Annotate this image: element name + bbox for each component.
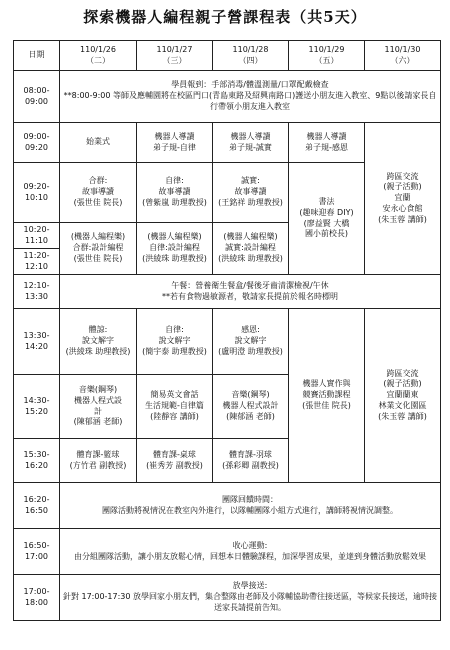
session-cell: (機器人編程樂) 合群:設計編程 (張世佳 院長)	[60, 223, 137, 275]
session-cell: 簡易英文會話 生活規範-自律篇 (陸靜容 講師)	[137, 375, 213, 439]
schedule-row	[14, 309, 441, 375]
feedback-cell: 團隊回饋時間： 團隊活動將視情況在教室內外進行，以隊輔團隊小組方式進行，講師將視情況調整。	[60, 483, 441, 529]
session-cell: 音樂(鋼琴) 機器人程式設 計 (陳郁涵 老師)	[60, 375, 137, 439]
time-cell: 15:30- 16:20	[14, 439, 60, 483]
session-cell: 體育課-桌球 (崔秀芳 副教授)	[137, 439, 213, 483]
lunch-cell: 午餐：營養衛生餐盒/餐後牙齒清潔檢視/午休 **若有食物過敏源者，敬請家長提前於報名時標明	[60, 275, 441, 309]
time-cell: 09:20- 10:10	[14, 163, 60, 223]
time-cell: 09:00- 09:20	[14, 123, 60, 163]
day5-afternoon-cell: 跨區交流 (親子活動) 宜蘭蘭東 林業文化園區 (朱玉蓉 講師)	[365, 309, 441, 483]
session-cell: 感恩: 說文解字 (盧明澄 助理教授)	[213, 309, 289, 375]
schedule-row	[14, 275, 441, 309]
session-cell: 體育課-羽球 (孫彩卿 副教授)	[213, 439, 289, 483]
schedule-table	[13, 40, 441, 621]
session-cell: 體諒: 說文解字 (洪綾珠 助理教授)	[60, 309, 137, 375]
dismissal-cell: 放學接送: 針對 17:00-17:30 放學回家小朋友們，集合整隊由老師及小隊輔協助帶往接送區，等候家長接送，逾時接送家長請提前告知。	[60, 575, 441, 621]
session-cell: 自律: 說文解字 (簡宇泰 助理教授)	[137, 309, 213, 375]
session-cell: (機器人編程樂) 自律:設計編程 (洪綾珠 助理教授)	[137, 223, 213, 275]
schedule-row	[14, 483, 441, 529]
day-header-4: 110/1/29 （五）	[289, 41, 365, 71]
session-cell: 音樂(鋼琴) 機器人程式設計 (陳郁涵 老師)	[213, 375, 289, 439]
schedule-row	[14, 529, 441, 575]
session-cell: 合群: 故事導讀 (張世佳 院長)	[60, 163, 137, 223]
day5-morning-cell: 跨區交流 (親子活動) 宜蘭 安永心食館 (朱玉蓉 講師)	[365, 123, 441, 275]
day-header-5: 110/1/30 （六）	[365, 41, 441, 71]
session-cell: 體育課-籃球 (方竹君 副教授)	[60, 439, 137, 483]
session-cell: 機器人導讀 弟子規-感恩	[289, 123, 365, 163]
day-header-3: 110/1/28 （四）	[213, 41, 289, 71]
date-label: 日期	[14, 41, 60, 71]
session-cell: 自律: 故事導讀 (曾紫嵐 助理教授)	[137, 163, 213, 223]
schedule-row	[14, 71, 441, 123]
session-cell: 機器人導讀 弟子規-誠實	[213, 123, 289, 163]
cooldown-cell: 收心運動: 由分組團隊活動，讓小朋友放鬆心情，回想本日體驗課程，加深學習成果，並達到身體活動放鬆效果	[60, 529, 441, 575]
time-cell: 12:10- 13:30	[14, 275, 60, 309]
session-cell: 始業式	[60, 123, 137, 163]
page-title: 探索機器人編程親子營課程表（共5天）	[83, 8, 367, 26]
time-cell: 16:20- 16:50	[14, 483, 60, 529]
time-cell: 13:30- 14:20	[14, 309, 60, 375]
time-cell: 10:20- 11:10	[14, 223, 60, 249]
schedule-row	[14, 123, 441, 163]
checkin-cell: 學員報到：手部消毒/體溫測量/口罩配戴檢查 **8:00-9:00 等師及應輔園將在校區門口(青島東路及紹興南路口)護送小朋友進入教室、9點以後請家長自行帶領小朋友進入教室	[60, 71, 441, 123]
time-cell: 11:20- 12:10	[14, 249, 60, 275]
time-cell: 16:50- 17:00	[14, 529, 60, 575]
time-cell: 14:30- 15:20	[14, 375, 60, 439]
time-cell: 08:00- 09:00	[14, 71, 60, 123]
day-header-1: 110/1/26 （二）	[60, 41, 137, 71]
time-cell: 17:00- 18:00	[14, 575, 60, 621]
session-cell: 機器人導讀 弟子規-自律	[137, 123, 213, 163]
header-row	[14, 41, 441, 71]
session-cell: (機器人編程樂) 誠實:設計編程 (洪綾珠 助理教授)	[213, 223, 289, 275]
day4-morning-cell: 書法 (趣味迎春 DIY) (廖益賢 大橋 國小前校長)	[289, 163, 365, 275]
day-header-2: 110/1/27 （三）	[137, 41, 213, 71]
day4-afternoon-cell: 機器人實作與 競賽活動課程 (張世佳 院長)	[289, 309, 365, 483]
schedule-row	[14, 575, 441, 621]
session-cell: 誠實: 故事導讀 (王銘祥 助理教授)	[213, 163, 289, 223]
